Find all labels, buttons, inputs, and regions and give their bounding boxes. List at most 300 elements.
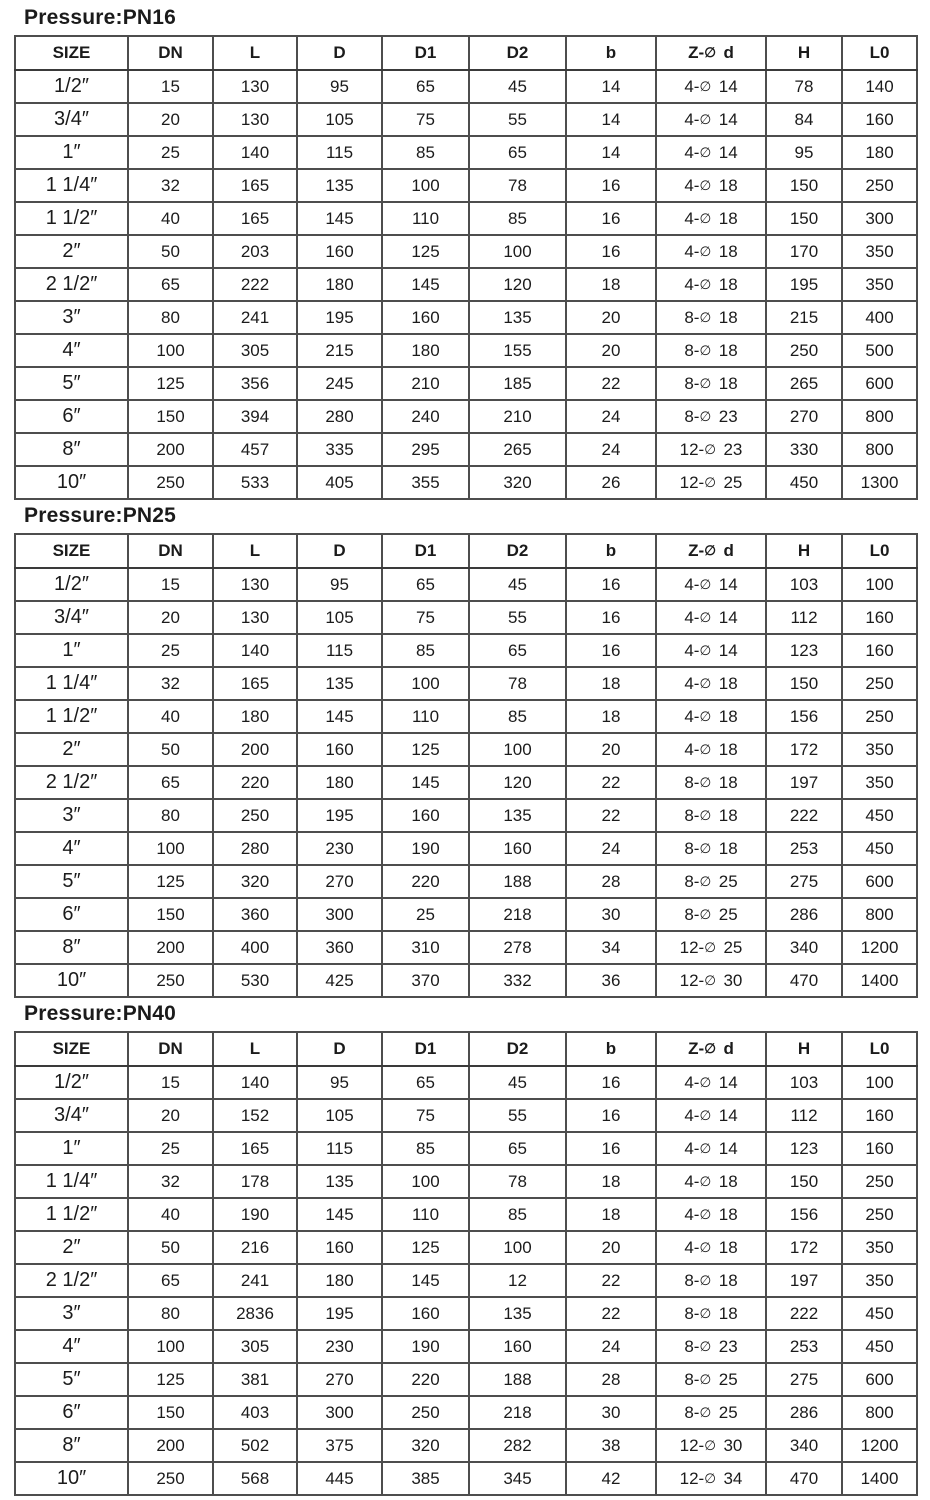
column-header: D (297, 36, 382, 70)
table-row (15, 235, 917, 268)
diameter-symbol: ∅ (699, 144, 712, 160)
value-cell: 4-∅ 14 (656, 103, 766, 136)
value-cell: 16 (566, 1066, 656, 1099)
size-cell: 1 1/2″ (15, 202, 128, 235)
table-row (15, 568, 917, 601)
value-cell: 145 (297, 202, 382, 235)
value-cell: 360 (213, 898, 297, 931)
value-cell: 4-∅ 14 (656, 1099, 766, 1132)
value-cell: 403 (213, 1396, 297, 1429)
value-cell: 34 (566, 931, 656, 964)
value-cell: 265 (469, 433, 566, 466)
value-cell: 320 (213, 865, 297, 898)
value-cell: 18 (566, 1198, 656, 1231)
table-title-pn40: Pressure:PN40 (24, 1002, 177, 1025)
column-header: H (766, 534, 842, 568)
column-header: D (297, 534, 382, 568)
column-header: b (566, 36, 656, 70)
table-row (15, 667, 917, 700)
value-cell: 112 (766, 1099, 842, 1132)
dimension-table-pn40 (14, 1031, 918, 1496)
column-header: D1 (382, 1032, 469, 1066)
table-title-pn25: Pressure:PN25 (24, 504, 177, 527)
table-row (15, 700, 917, 733)
size-cell: 10″ (15, 466, 128, 499)
value-cell: 160 (297, 733, 382, 766)
value-cell: 12 (469, 1264, 566, 1297)
value-cell: 230 (297, 832, 382, 865)
size-cell: 2 1/2″ (15, 268, 128, 301)
value-cell: 340 (766, 1429, 842, 1462)
value-cell: 275 (766, 865, 842, 898)
value-cell: 165 (213, 202, 297, 235)
value-cell: 15 (128, 1066, 213, 1099)
value-cell: 22 (566, 367, 656, 400)
value-cell: 12-∅ 25 (656, 466, 766, 499)
value-cell: 115 (297, 634, 382, 667)
header-row (15, 36, 917, 70)
value-cell: 28 (566, 1363, 656, 1396)
value-cell: 241 (213, 301, 297, 334)
value-cell: 32 (128, 169, 213, 202)
value-cell: 4-∅ 14 (656, 601, 766, 634)
diameter-symbol: ∅ (704, 543, 716, 558)
value-cell: 253 (766, 1330, 842, 1363)
value-cell: 172 (766, 733, 842, 766)
column-header: D2 (469, 1032, 566, 1066)
value-cell: 130 (213, 70, 297, 103)
value-cell: 180 (297, 1264, 382, 1297)
value-cell: 1200 (842, 1429, 917, 1462)
value-cell: 8-∅ 25 (656, 865, 766, 898)
value-cell: 15 (128, 70, 213, 103)
value-cell: 800 (842, 898, 917, 931)
table-row (15, 466, 917, 499)
size-cell: 1″ (15, 634, 128, 667)
value-cell: 250 (842, 1165, 917, 1198)
value-cell: 100 (382, 1165, 469, 1198)
value-cell: 16 (566, 601, 656, 634)
size-cell: 2″ (15, 235, 128, 268)
table-row (15, 70, 917, 103)
value-cell: 222 (213, 268, 297, 301)
value-cell: 4-∅ 18 (656, 700, 766, 733)
value-cell: 295 (382, 433, 469, 466)
value-cell: 100 (469, 1231, 566, 1264)
value-cell: 250 (842, 667, 917, 700)
size-cell: 3″ (15, 301, 128, 334)
value-cell: 253 (766, 832, 842, 865)
value-cell: 78 (766, 70, 842, 103)
value-cell: 172 (766, 1231, 842, 1264)
diameter-symbol: ∅ (699, 1206, 712, 1222)
value-cell: 4-∅ 14 (656, 1132, 766, 1165)
value-cell: 115 (297, 136, 382, 169)
value-cell: 123 (766, 634, 842, 667)
size-cell: 5″ (15, 367, 128, 400)
value-cell: 4-∅ 18 (656, 268, 766, 301)
value-cell: 12-∅ 30 (656, 964, 766, 997)
diameter-symbol: ∅ (699, 609, 712, 625)
diameter-symbol: ∅ (699, 1305, 712, 1321)
value-cell: 38 (566, 1429, 656, 1462)
value-cell: 250 (842, 700, 917, 733)
diameter-symbol: ∅ (699, 675, 712, 691)
value-cell: 85 (469, 202, 566, 235)
value-cell: 65 (469, 1132, 566, 1165)
value-cell: 320 (382, 1429, 469, 1462)
column-header: b (566, 1032, 656, 1066)
size-cell: 4″ (15, 334, 128, 367)
size-cell: 1″ (15, 1132, 128, 1165)
table-row (15, 1066, 917, 1099)
value-cell: 160 (382, 799, 469, 832)
value-cell: 200 (128, 433, 213, 466)
value-cell: 130 (213, 601, 297, 634)
table-row (15, 1462, 917, 1495)
size-cell: 1/2″ (15, 70, 128, 103)
value-cell: 240 (382, 400, 469, 433)
diameter-symbol: ∅ (699, 243, 712, 259)
value-cell: 125 (382, 235, 469, 268)
value-cell: 215 (766, 301, 842, 334)
diameter-symbol: ∅ (699, 1107, 712, 1123)
value-cell: 195 (766, 268, 842, 301)
column-header: D1 (382, 36, 469, 70)
value-cell: 600 (842, 865, 917, 898)
value-cell: 78 (469, 169, 566, 202)
value-cell: 22 (566, 1297, 656, 1330)
value-cell: 160 (842, 634, 917, 667)
diameter-symbol: ∅ (699, 576, 712, 592)
diameter-symbol: ∅ (699, 642, 712, 658)
size-cell: 2 1/2″ (15, 1264, 128, 1297)
diameter-symbol: ∅ (699, 78, 712, 94)
value-cell: 140 (213, 136, 297, 169)
value-cell: 135 (469, 301, 566, 334)
column-header: H (766, 1032, 842, 1066)
table-row (15, 1231, 917, 1264)
table-row (15, 1132, 917, 1165)
value-cell: 105 (297, 1099, 382, 1132)
value-cell: 75 (382, 1099, 469, 1132)
diameter-symbol: ∅ (699, 111, 712, 127)
value-cell: 270 (297, 1363, 382, 1396)
value-cell: 20 (128, 103, 213, 136)
value-cell: 112 (766, 601, 842, 634)
diameter-symbol: ∅ (704, 441, 716, 457)
value-cell: 8-∅ 18 (656, 1297, 766, 1330)
diameter-symbol: ∅ (699, 375, 712, 391)
value-cell: 275 (766, 1363, 842, 1396)
value-cell: 28 (566, 865, 656, 898)
value-cell: 65 (382, 568, 469, 601)
table-row (15, 1297, 917, 1330)
value-cell: 156 (766, 1198, 842, 1231)
value-cell: 394 (213, 400, 297, 433)
value-cell: 95 (297, 1066, 382, 1099)
value-cell: 197 (766, 766, 842, 799)
value-cell: 215 (297, 334, 382, 367)
value-cell: 85 (382, 136, 469, 169)
value-cell: 340 (766, 931, 842, 964)
value-cell: 470 (766, 964, 842, 997)
diameter-symbol: ∅ (699, 807, 712, 823)
column-header: L0 (842, 534, 917, 568)
value-cell: 450 (842, 1330, 917, 1363)
table-row (15, 964, 917, 997)
value-cell: 160 (469, 1330, 566, 1363)
value-cell: 4-∅ 18 (656, 667, 766, 700)
value-cell: 25 (382, 898, 469, 931)
value-cell: 385 (382, 1462, 469, 1495)
value-cell: 55 (469, 601, 566, 634)
value-cell: 25 (128, 136, 213, 169)
value-cell: 800 (842, 400, 917, 433)
value-cell: 24 (566, 1330, 656, 1363)
value-cell: 105 (297, 103, 382, 136)
value-cell: 190 (382, 1330, 469, 1363)
table-title-pn16: Pressure:PN16 (24, 6, 177, 29)
value-cell: 125 (128, 367, 213, 400)
value-cell: 286 (766, 1396, 842, 1429)
value-cell: 1400 (842, 964, 917, 997)
value-cell: 425 (297, 964, 382, 997)
value-cell: 160 (297, 235, 382, 268)
diameter-symbol: ∅ (699, 774, 712, 790)
size-cell: 1 1/4″ (15, 169, 128, 202)
value-cell: 280 (213, 832, 297, 865)
table-row (15, 1099, 917, 1132)
table-row (15, 799, 917, 832)
value-cell: 65 (382, 1066, 469, 1099)
value-cell: 800 (842, 1396, 917, 1429)
table-row (15, 169, 917, 202)
value-cell: 500 (842, 334, 917, 367)
value-cell: 18 (566, 268, 656, 301)
value-cell: 165 (213, 667, 297, 700)
size-cell: 10″ (15, 964, 128, 997)
value-cell: 300 (842, 202, 917, 235)
table-row (15, 334, 917, 367)
value-cell: 305 (213, 334, 297, 367)
column-header: SIZE (15, 534, 128, 568)
header-row (15, 1032, 917, 1066)
value-cell: 360 (297, 931, 382, 964)
diameter-symbol: ∅ (699, 1239, 712, 1255)
value-cell: 110 (382, 1198, 469, 1231)
value-cell: 200 (128, 1429, 213, 1462)
value-cell: 78 (469, 1165, 566, 1198)
value-cell: 20 (128, 1099, 213, 1132)
value-cell: 140 (842, 70, 917, 103)
value-cell: 450 (842, 799, 917, 832)
size-cell: 4″ (15, 1330, 128, 1363)
diameter-symbol: ∅ (699, 840, 712, 856)
value-cell: 250 (128, 466, 213, 499)
table-row (15, 733, 917, 766)
value-cell: 278 (469, 931, 566, 964)
section-pn40 (0, 1002, 930, 1496)
value-cell: 42 (566, 1462, 656, 1495)
value-cell: 150 (128, 898, 213, 931)
value-cell: 180 (297, 268, 382, 301)
value-cell: 195 (297, 301, 382, 334)
size-cell: 8″ (15, 931, 128, 964)
column-header: DN (128, 36, 213, 70)
value-cell: 65 (469, 136, 566, 169)
value-cell: 450 (842, 1297, 917, 1330)
value-cell: 330 (766, 433, 842, 466)
value-cell: 160 (469, 832, 566, 865)
size-cell: 6″ (15, 400, 128, 433)
value-cell: 16 (566, 568, 656, 601)
value-cell: 600 (842, 1363, 917, 1396)
value-cell: 310 (382, 931, 469, 964)
value-cell: 24 (566, 433, 656, 466)
table-row (15, 1165, 917, 1198)
value-cell: 178 (213, 1165, 297, 1198)
value-cell: 14 (566, 103, 656, 136)
value-cell: 32 (128, 667, 213, 700)
diameter-symbol: ∅ (704, 939, 716, 955)
value-cell: 250 (128, 1462, 213, 1495)
value-cell: 123 (766, 1132, 842, 1165)
value-cell: 165 (213, 1132, 297, 1165)
value-cell: 20 (566, 301, 656, 334)
size-cell: 10″ (15, 1462, 128, 1495)
value-cell: 120 (469, 766, 566, 799)
table-row (15, 1363, 917, 1396)
diameter-symbol: ∅ (699, 1272, 712, 1288)
dimension-table-pn25 (14, 533, 918, 998)
value-cell: 502 (213, 1429, 297, 1462)
value-cell: 265 (766, 367, 842, 400)
value-cell: 65 (128, 766, 213, 799)
value-cell: 12-∅ 30 (656, 1429, 766, 1462)
value-cell: 8-∅ 18 (656, 367, 766, 400)
value-cell: 16 (566, 169, 656, 202)
value-cell: 800 (842, 433, 917, 466)
table-row (15, 1264, 917, 1297)
value-cell: 125 (382, 733, 469, 766)
value-cell: 8-∅ 25 (656, 1396, 766, 1429)
size-cell: 3/4″ (15, 103, 128, 136)
value-cell: 75 (382, 103, 469, 136)
table-row (15, 898, 917, 931)
value-cell: 145 (382, 1264, 469, 1297)
size-cell: 1″ (15, 136, 128, 169)
value-cell: 195 (297, 799, 382, 832)
value-cell: 345 (469, 1462, 566, 1495)
value-cell: 180 (382, 334, 469, 367)
value-cell: 25 (128, 634, 213, 667)
diameter-symbol: ∅ (699, 741, 712, 757)
size-cell: 2 1/2″ (15, 766, 128, 799)
column-header: DN (128, 1032, 213, 1066)
value-cell: 100 (842, 1066, 917, 1099)
diameter-symbol: ∅ (699, 708, 712, 724)
size-cell: 3/4″ (15, 601, 128, 634)
value-cell: 145 (382, 268, 469, 301)
value-cell: 30 (566, 1396, 656, 1429)
table-row (15, 433, 917, 466)
value-cell: 355 (382, 466, 469, 499)
value-cell: 20 (566, 1231, 656, 1264)
value-cell: 600 (842, 367, 917, 400)
value-cell: 50 (128, 733, 213, 766)
value-cell: 130 (213, 568, 297, 601)
value-cell: 36 (566, 964, 656, 997)
value-cell: 170 (766, 235, 842, 268)
value-cell: 4-∅ 18 (656, 1165, 766, 1198)
diameter-symbol: ∅ (699, 1173, 712, 1189)
value-cell: 155 (469, 334, 566, 367)
value-cell: 8-∅ 18 (656, 301, 766, 334)
value-cell: 135 (469, 1297, 566, 1330)
value-cell: 45 (469, 1066, 566, 1099)
size-cell: 1/2″ (15, 1066, 128, 1099)
table-row (15, 601, 917, 634)
column-header: L (213, 36, 297, 70)
value-cell: 140 (213, 634, 297, 667)
value-cell: 85 (382, 1132, 469, 1165)
value-cell: 65 (382, 70, 469, 103)
value-cell: 370 (382, 964, 469, 997)
table-row (15, 268, 917, 301)
value-cell: 4-∅ 14 (656, 70, 766, 103)
value-cell: 220 (382, 1363, 469, 1396)
value-cell: 26 (566, 466, 656, 499)
value-cell: 350 (842, 766, 917, 799)
value-cell: 250 (382, 1396, 469, 1429)
table-row (15, 1429, 917, 1462)
diameter-symbol: ∅ (704, 1041, 716, 1056)
value-cell: 75 (382, 601, 469, 634)
value-cell: 150 (128, 1396, 213, 1429)
value-cell: 22 (566, 766, 656, 799)
value-cell: 250 (213, 799, 297, 832)
value-cell: 115 (297, 1132, 382, 1165)
value-cell: 218 (469, 898, 566, 931)
dimension-table-pn16 (14, 35, 918, 500)
size-cell: 3″ (15, 799, 128, 832)
column-header: D2 (469, 36, 566, 70)
diameter-symbol: ∅ (704, 1437, 716, 1453)
value-cell: 216 (213, 1231, 297, 1264)
value-cell: 200 (213, 733, 297, 766)
value-cell: 100 (382, 169, 469, 202)
value-cell: 286 (766, 898, 842, 931)
size-cell: 3″ (15, 1297, 128, 1330)
value-cell: 335 (297, 433, 382, 466)
value-cell: 160 (842, 1099, 917, 1132)
column-header: L (213, 1032, 297, 1066)
value-cell: 14 (566, 70, 656, 103)
value-cell: 160 (382, 301, 469, 334)
value-cell: 20 (566, 334, 656, 367)
value-cell: 250 (128, 964, 213, 997)
section-pn25 (0, 504, 930, 998)
table-row (15, 931, 917, 964)
value-cell: 533 (213, 466, 297, 499)
value-cell: 150 (128, 400, 213, 433)
value-cell: 250 (842, 169, 917, 202)
value-cell: 125 (128, 865, 213, 898)
value-cell: 8-∅ 25 (656, 1363, 766, 1396)
column-header: L0 (842, 36, 917, 70)
value-cell: 400 (213, 931, 297, 964)
